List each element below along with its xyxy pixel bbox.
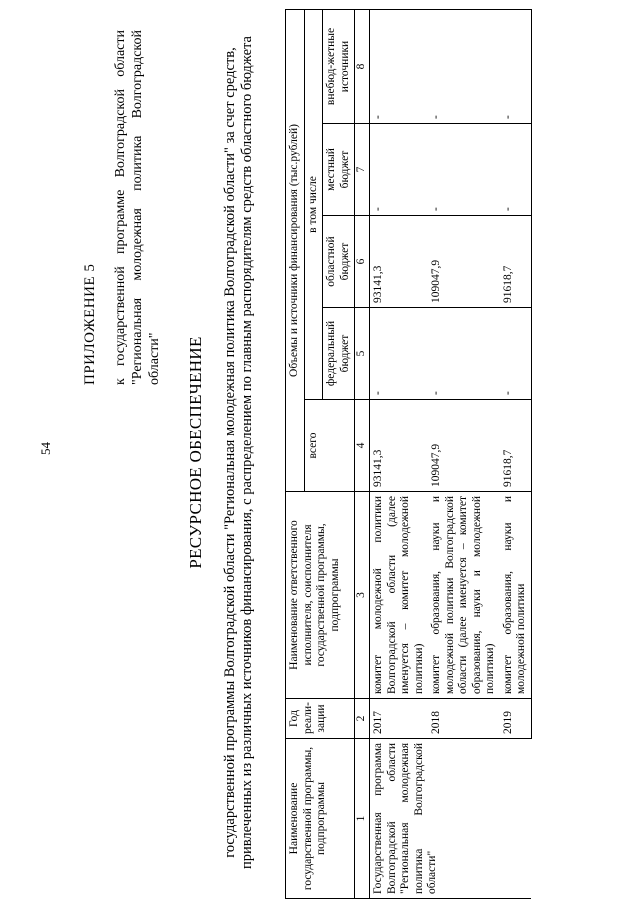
local-cell: - bbox=[428, 124, 500, 216]
executor-cell: комитет молодежной политики Волгоградской области (далее именуется – комитет молодежной политики) bbox=[370, 492, 429, 699]
year-cell: 2018 bbox=[428, 699, 500, 739]
header-program-name: Наименование государственной программы, подпрограммы bbox=[286, 739, 355, 899]
local-cell: - bbox=[370, 124, 429, 216]
header-regional: областной бюджет bbox=[323, 216, 355, 308]
column-index: 8 bbox=[355, 9, 370, 123]
document-title: РЕСУРСНОЕ ОБЕСПЕЧЕНИЕ bbox=[186, 336, 205, 569]
column-index-row bbox=[355, 9, 370, 898]
column-index: 4 bbox=[355, 400, 370, 492]
table-row bbox=[370, 9, 429, 898]
appendix-heading: ПРИЛОЖЕНИЕ 5 bbox=[82, 263, 98, 385]
column-index: 1 bbox=[355, 739, 370, 899]
extra-cell: - bbox=[500, 9, 532, 123]
header-local: местный бюджет bbox=[323, 124, 355, 216]
year-cell: 2017 bbox=[370, 699, 429, 739]
header-including: в том числе bbox=[304, 9, 323, 399]
header-total: всего bbox=[304, 400, 355, 492]
extra-cell: - bbox=[428, 9, 500, 123]
federal-cell: - bbox=[370, 308, 429, 400]
executor-cell: комитет образования, науки и молодежной политики Волгоградской области (далее именуется – комитет образования, науки и молодежной политики) bbox=[428, 492, 500, 699]
total-cell: 109047,9 bbox=[428, 400, 500, 492]
regional-cell: 93141,3 bbox=[370, 216, 429, 308]
header-year: Год реали-зации bbox=[286, 699, 355, 739]
total-cell: 93141,3 bbox=[370, 400, 429, 492]
header-executor: Наименование ответственного исполнителя, соисполнителя государственной программы, подпрограммы bbox=[286, 492, 355, 699]
column-index: 3 bbox=[355, 492, 370, 699]
appendix-description: к государственной программе Волгоградской области "Региональная молодежная политика Волгоградской области" bbox=[113, 30, 162, 385]
year-cell: 2019 bbox=[500, 699, 532, 739]
column-index: 2 bbox=[355, 699, 370, 739]
total-cell: 91618,7 bbox=[500, 400, 532, 492]
executor-cell: комитет образования, науки и молодежной политики bbox=[500, 492, 532, 699]
extra-cell: - bbox=[370, 9, 429, 123]
federal-cell: - bbox=[428, 308, 500, 400]
document-subtitle: государственной программы Волгоградской области "Региональная молодежная политика Волгоградской области" за счет средств, привлеченных из различных источников финансирования, с распределением по главным распорядителям средств областного бюджета bbox=[222, 36, 255, 869]
regional-cell: 109047,9 bbox=[428, 216, 500, 308]
header-funding-group: Объемы и источники финансирования (тыс.рублей) bbox=[286, 9, 305, 491]
resource-table bbox=[285, 9, 532, 899]
page-number: 54 bbox=[38, 442, 53, 455]
column-index: 5 bbox=[355, 308, 370, 400]
local-cell: - bbox=[500, 124, 532, 216]
header-federal: федеральный бюджет bbox=[323, 308, 355, 400]
column-index: 6 bbox=[355, 216, 370, 308]
regional-cell: 91618,7 bbox=[500, 216, 532, 308]
column-index: 7 bbox=[355, 124, 370, 216]
program-name-cell: Государственная программа Волгоградской области "Региональная молодежная политика Волгоградской области" bbox=[370, 739, 532, 899]
federal-cell: - bbox=[500, 308, 532, 400]
header-extra: внебюд-жетные источники bbox=[323, 9, 355, 123]
